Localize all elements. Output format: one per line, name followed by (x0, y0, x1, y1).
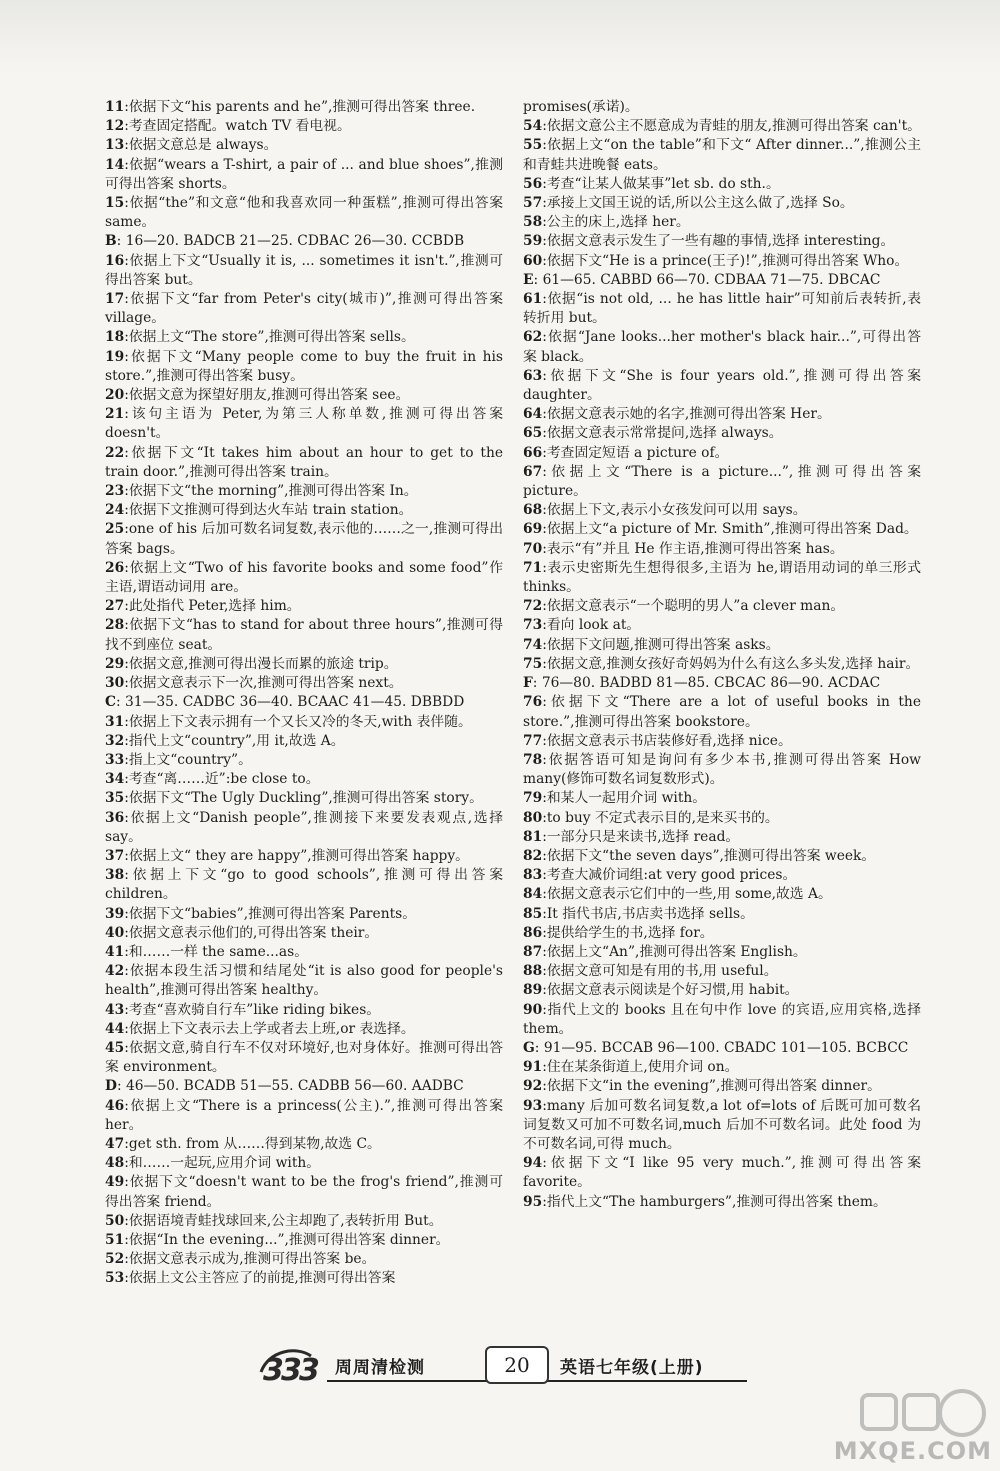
answer-entry (105, 482, 503, 501)
svg-text:3: 3 (281, 1353, 302, 1388)
entry-text: :此处指代 Peter,选择 him。 (124, 598, 301, 615)
answer-column-right (523, 98, 921, 1212)
entry-number: 53 (105, 1270, 125, 1287)
answer-entry (523, 213, 921, 232)
watermark-text: MXQE.COM (833, 1437, 992, 1465)
answer-entry (105, 348, 503, 386)
answer-entry (523, 693, 921, 731)
entry-number: 78 (523, 751, 543, 768)
answer-entry (523, 866, 921, 885)
answer-entry (105, 789, 503, 808)
entry-text: :依据上文“There is a picture...”,推测可得出答案 picture。 (523, 463, 921, 500)
answer-entry (523, 924, 921, 943)
entry-text: :依据文意表示“一个聪明的男人”a clever man。 (542, 598, 845, 615)
entry-number: 50 (105, 1212, 125, 1229)
entry-text: :看向 look at。 (542, 617, 641, 634)
entry-number: 77 (523, 732, 543, 749)
entry-number: 30 (105, 675, 125, 692)
entry-number: 64 (523, 406, 543, 423)
svg-text:3: 3 (299, 1353, 320, 1388)
answer-entry (105, 520, 503, 558)
entry-number: 27 (105, 598, 125, 615)
entry-text: :考查固定短语 a picture of。 (542, 444, 729, 461)
answer-entry (105, 1077, 503, 1096)
entry-text: :依据上文“The store”,推测可得出答案 sells。 (124, 329, 415, 346)
entry-text: :依据“In the evening...”,推测可得出答案 dinner。 (124, 1231, 450, 1248)
answer-entry (523, 501, 921, 520)
entry-text: :依据下文“his parents and he”,推测可得出答案 three. (124, 99, 476, 115)
answer-entry (523, 1039, 921, 1058)
answer-entry (105, 597, 503, 616)
entry-text: :依据上文“An”,推测可得出答案 English。 (542, 943, 807, 960)
answer-entry (105, 809, 503, 847)
answer-entry (523, 1154, 921, 1192)
answer-entry (523, 981, 921, 1000)
answer-entry (523, 1193, 921, 1212)
entry-text: :和……一起玩,应用介词 with。 (124, 1155, 321, 1172)
entry-text: :依据“wears a T-shirt, a pair of ... and blue shoes”,推测可得出答案 shorts。 (105, 156, 503, 192)
entry-number: 52 (105, 1251, 125, 1268)
entry-number: C (105, 694, 116, 711)
answer-entry (523, 463, 921, 501)
entry-text: :依据下文“There are a lot of useful books in the store.”,推测可得出答案 bookstore。 (523, 694, 921, 730)
entry-number: 92 (523, 1078, 543, 1095)
answer-entry (105, 136, 503, 155)
answer-entry (523, 1001, 921, 1039)
answer-entry (523, 789, 921, 808)
entry-text: :get sth. from 从……得到某物,故选 C。 (124, 1135, 381, 1152)
entry-text: :依据上文“There is a princess(公主).”,推测可得出答案 her。 (105, 1097, 503, 1133)
entry-number: 35 (105, 790, 125, 807)
entry-number: 74 (523, 636, 543, 653)
answer-entry (523, 809, 921, 828)
entry-number: 17 (105, 291, 125, 308)
entry-text: : 46—50. BCADB 51—55. CADBB 56—60. AADBC (116, 1078, 464, 1095)
entry-text: :依据文意,推测女孩好奇妈妈为什么有这么多头发,选择 hair。 (542, 655, 920, 672)
entry-text: :依据文意可知是有用的书,用 useful。 (542, 963, 778, 980)
answer-entry (523, 424, 921, 443)
entry-number: 44 (105, 1020, 125, 1037)
entry-text: : 16—20. BADCB 21—25. CDBAC 26—30. CCBDB (116, 233, 465, 250)
answer-entry (523, 328, 921, 366)
entry-text: :表示“有”并且 He 作主语,推测可得出答案 has。 (542, 540, 844, 557)
entry-text: :依据上下文“Usually it is, ... sometimes it isn't.”,推测可得出答案 but。 (105, 252, 503, 288)
entry-text: :依据文意表示她的名字,推测可得出答案 Her。 (542, 406, 831, 423)
entry-number: 71 (523, 559, 543, 576)
entry-number: 90 (523, 1001, 543, 1018)
entry-number: 94 (523, 1155, 543, 1172)
answer-entry (105, 751, 503, 770)
entry-number: 62 (523, 329, 543, 346)
entry-text: :表示史密斯先生想得很多,主语为 he,谓语用动词的单三形式 thinks。 (523, 559, 921, 596)
answer-entry (523, 847, 921, 866)
entry-text: :指上文“country”。 (124, 751, 252, 768)
entry-text: : 91—95. BCCAB 96—100. CBADC 101—105. BCBCC (534, 1039, 909, 1056)
entry-number: 65 (523, 425, 543, 442)
entry-text: :依据文意表示他们的,可得出答案 their。 (124, 924, 379, 941)
entry-text: :依据下文“He is a prince(王子)!”,推测可得出答案 Who。 (542, 252, 909, 269)
entry-text: : 76—80. BADBD 81—85. CBCAC 86—90. ACDAC (532, 675, 881, 692)
entry-number: 89 (523, 982, 543, 999)
entry-text: :依据上文“Two of his favorite books and some food”作主语,谓语动词用 are。 (105, 559, 503, 596)
answer-entry (523, 885, 921, 904)
answer-entry (105, 1097, 503, 1135)
entry-number: 42 (105, 963, 125, 980)
entry-text: :依据本段生活习惯和结尾处“it is also good for people's health”,推测可得出答案 healthy。 (105, 963, 503, 999)
answer-entry (523, 1077, 921, 1096)
entry-number: 32 (105, 732, 125, 749)
entry-number: 59 (523, 233, 543, 250)
entry-text: :依据上文公主答应了的前提,推测可得出答案 (124, 1270, 396, 1287)
entry-number: 91 (523, 1059, 543, 1076)
answer-entry (105, 232, 503, 251)
answer-entry (105, 1001, 503, 1020)
answer-entry (105, 117, 503, 136)
answer-entry (105, 328, 503, 347)
entry-text: :依据下文“in the evening”,推测可得出答案 dinner。 (542, 1078, 881, 1095)
answer-entry (523, 367, 921, 405)
entry-text: :依据文意表示阅读是个好习惯,用 habit。 (542, 982, 799, 999)
entry-text: :考查大减价词组:at very good prices。 (542, 867, 797, 884)
answer-entry (523, 674, 921, 693)
answer-entry (523, 559, 921, 597)
entry-text: :one of his 后加可数名词复数,表示他的……之一,推测可得出答案 bags。 (105, 521, 503, 557)
entry-text: :依据文意表示它们中的一些,用 some,故选 A。 (542, 886, 832, 903)
series-logo-icon (255, 1340, 327, 1390)
entry-text: :依据文意表示下一次,推测可得出答案 next。 (124, 675, 403, 692)
entry-text: :依据下文“has to stand for about three hours”,推测可得找不到座位 seat。 (105, 617, 503, 653)
series-title: 周周清检测 (335, 1358, 425, 1378)
answer-entry (105, 1039, 503, 1077)
entry-number: 61 (523, 291, 543, 308)
entry-number: 82 (523, 847, 543, 864)
entry-number: 95 (523, 1193, 543, 1210)
answer-entry (523, 117, 921, 136)
answer-entry (523, 175, 921, 194)
answer-column-left (105, 98, 503, 1289)
entry-text: :依据下文“It takes him about an hour to get to the train door.”,推测可得出答案 train。 (105, 444, 503, 480)
entry-text: :考查固定搭配。watch TV 看电视。 (124, 118, 351, 135)
entry-text: :依据下文“doesn't want to be the frog's friend”,推测可得出答案 friend。 (105, 1174, 503, 1210)
entry-number: 41 (105, 943, 125, 960)
answer-entry (105, 559, 503, 597)
watermark-logo-icon (792, 1385, 992, 1441)
entry-text: : 31—35. CADBC 36—40. BCAAC 41—45. DBBDD (115, 694, 465, 711)
entry-number: 33 (105, 751, 125, 768)
entry-number: 63 (523, 367, 543, 384)
answer-entry (523, 98, 921, 117)
entry-number: 83 (523, 867, 543, 884)
entry-number: 46 (105, 1097, 125, 1114)
answer-entry (105, 1269, 503, 1288)
answer-entry (105, 290, 503, 328)
answer-entry (523, 290, 921, 328)
entry-number: 81 (523, 828, 543, 845)
entry-number: 22 (105, 444, 125, 461)
answer-entry (105, 713, 503, 732)
answer-entry (523, 751, 921, 789)
answer-entry (105, 98, 503, 117)
answer-entry (105, 1212, 503, 1231)
entry-text: :依据上文“on the table”和下文“ After dinner...”,推测公主和青蛙共进晚餐 eats。 (523, 137, 921, 173)
entry-text: :该句主语为 Peter,为第三人称单数,推测可得出答案 doesn't。 (105, 406, 503, 442)
entry-text: :依据下文问题,推测可得出答案 asks。 (542, 636, 780, 653)
entry-number: F (523, 675, 533, 692)
answer-entry (105, 924, 503, 943)
entry-number: 13 (105, 137, 125, 154)
entry-text: promises(承诺)。 (523, 99, 639, 115)
entry-text: :依据“Jane looks...her mother's black hair...”,可得出答案 black。 (523, 329, 921, 365)
entry-text: :依据文意为探望好朋友,推测可得出答案 see。 (124, 387, 410, 404)
entry-number: 11 (105, 99, 125, 115)
entry-text: :依据文意表示成为,推测可得出答案 be。 (124, 1251, 376, 1268)
page-footer (255, 1340, 765, 1392)
answer-entry (523, 962, 921, 981)
entry-number: 73 (523, 617, 543, 634)
page-top-shadow (0, 0, 1000, 75)
answer-entry (105, 943, 503, 962)
answer-entry (523, 905, 921, 924)
entry-text: :指代上文“The hamburgers”,推测可得出答案 them。 (542, 1193, 887, 1210)
answer-entry (523, 271, 921, 290)
subject-title: 英语七年级(上册) (560, 1358, 704, 1378)
page-number: 20 (485, 1346, 549, 1384)
entry-number: 25 (105, 521, 125, 538)
entry-number: E (523, 271, 534, 288)
entry-number: 49 (105, 1174, 125, 1191)
entry-text: :承接上文国王说的话,所以公主这么做了,选择 So。 (542, 195, 854, 212)
entry-text: :依据文意表示常常提问,选择 always。 (542, 425, 783, 442)
answer-entry (523, 520, 921, 539)
entry-text: :依据下文“far from Peter's city(城市)”,推测可得出答案 village。 (105, 291, 503, 327)
entry-text: :依据上下文“go to good schools”,推测可得出答案 children。 (105, 867, 503, 903)
answer-entry (105, 905, 503, 924)
answer-entry (105, 1250, 503, 1269)
entry-text: :依据下文“the seven days”,推测可得出答案 week。 (542, 847, 876, 864)
entry-number: D (105, 1078, 117, 1095)
entry-number: 40 (105, 924, 125, 941)
entry-number: G (523, 1039, 535, 1056)
entry-text: :to buy 不定式表示目的,是来买书的。 (542, 809, 779, 826)
entry-number: 87 (523, 943, 543, 960)
entry-number: 34 (105, 771, 125, 788)
entry-text: :依据上文“ they are happy”,推测可得出答案 happy。 (124, 847, 469, 864)
entry-number: 60 (523, 252, 543, 269)
answer-entry (105, 866, 503, 904)
entry-number: 39 (105, 905, 125, 922)
entry-text: :依据下文“babies”,推测可得出答案 Parents。 (124, 905, 416, 922)
answer-entry (105, 732, 503, 751)
answer-entry (105, 252, 503, 290)
entry-number: 51 (105, 1231, 125, 1248)
entry-number: 66 (523, 444, 543, 461)
answer-entry (105, 405, 503, 443)
entry-number: 88 (523, 963, 543, 980)
svg-text:3: 3 (263, 1353, 284, 1388)
answer-entry (105, 194, 503, 232)
entry-text: :依据下文“the morning”,推测可得出答案 In。 (124, 483, 418, 500)
entry-number: 18 (105, 329, 125, 346)
entry-text: :依据上下文表示去上学或者去上班,or 表选择。 (124, 1020, 415, 1037)
entry-text: :一部分只是来读书,选择 read。 (542, 828, 740, 845)
entry-number: 93 (523, 1097, 543, 1114)
answer-entry (523, 252, 921, 271)
entry-number: 55 (523, 137, 543, 154)
answer-entry (105, 1154, 503, 1173)
answer-entry (523, 232, 921, 251)
answer-entry (105, 1020, 503, 1039)
entry-number: 14 (105, 156, 125, 173)
entry-text: :考查“离……近”:be close to。 (124, 771, 320, 788)
entry-number: 48 (105, 1155, 125, 1172)
entry-text: :依据下文“I like 95 very much.”,推测可得出答案 favorite。 (523, 1155, 921, 1191)
answer-entry (523, 655, 921, 674)
entry-number: 23 (105, 483, 125, 500)
answer-entry (523, 636, 921, 655)
entry-text: :依据文意总是 always。 (124, 137, 278, 154)
answer-entry (105, 1173, 503, 1211)
entry-number: 24 (105, 502, 125, 519)
entry-text: :依据上文“a picture of Mr. Smith”,推测可得出答案 Dad。 (542, 521, 918, 538)
entry-number: 43 (105, 1001, 125, 1018)
answer-entry (523, 943, 921, 962)
entry-number: 79 (523, 790, 543, 807)
answer-entry (105, 674, 503, 693)
entry-number: 16 (105, 252, 125, 269)
entry-number: 31 (105, 713, 125, 730)
answer-entry (523, 444, 921, 463)
answer-entry (105, 693, 503, 712)
entry-text: :指代上文的 books 且在句中作 love 的宾语,应用宾格,选择 them。 (523, 1001, 921, 1037)
entry-text: : 61—65. CABBD 66—70. CDBAA 71—75. DBCAC (533, 271, 881, 288)
entry-number: 37 (105, 847, 125, 864)
entry-number: 20 (105, 387, 125, 404)
entry-number: 56 (523, 175, 543, 192)
answer-entry (523, 597, 921, 616)
answer-entry (105, 501, 503, 520)
entry-text: :依据文意公主不愿意成为青蛙的朋友,推测可得出答案 can't。 (542, 118, 921, 135)
answer-entry (523, 540, 921, 559)
entry-text: :many 后加可数名词复数,a lot of=lots of 后既可加可数名词复数又可加不可数名词,much 后加不可数名词。此处 food 为不可数名词,可得 much。 (523, 1097, 921, 1152)
entry-number: 85 (523, 905, 543, 922)
answer-entry (105, 156, 503, 194)
entry-text: :依据下文“She is four years old.”,推测可得出答案 daughter。 (523, 367, 921, 404)
entry-number: 58 (523, 214, 543, 231)
entry-number: 36 (105, 809, 125, 826)
answer-entry (523, 194, 921, 213)
entry-number: 26 (105, 559, 125, 576)
answer-entry (523, 828, 921, 847)
entry-text: :依据“the”和文意“他和我喜欢同一种蛋糕”,推测可得出答案 same。 (105, 195, 503, 231)
entry-text: :提供给学生的书,选择 for。 (542, 924, 714, 941)
entry-number: 38 (105, 867, 125, 884)
entry-text: :依据下文“The Ugly Duckling”,推测可得出答案 story。 (124, 790, 483, 807)
entry-text: :依据答语可知是询问有多少本书,推测可得出答案 How many(修饰可数名词复数形式)。 (523, 751, 921, 788)
answer-entry (105, 847, 503, 866)
entry-number: 70 (523, 540, 543, 557)
entry-text: :住在某条街道上,使用介词 on。 (542, 1059, 739, 1076)
entry-text: :依据下文“Many people come to buy the fruit in his store.”,推测可得出答案 busy。 (105, 348, 503, 384)
answer-entry (105, 386, 503, 405)
answer-entry (523, 616, 921, 635)
entry-text: :依据文意表示发生了一些有趣的事情,选择 interesting。 (542, 233, 895, 250)
entry-number: 68 (523, 502, 543, 519)
entry-text: :和……一样 the same...as。 (124, 943, 309, 960)
entry-text: :指代上文“country”,用 it,故选 A。 (124, 732, 345, 749)
entry-number: 21 (105, 406, 125, 423)
entry-number: 47 (105, 1135, 125, 1152)
entry-number: 67 (523, 463, 543, 480)
entry-number: 75 (523, 655, 543, 672)
entry-number: 80 (523, 809, 543, 826)
entry-number: 54 (523, 118, 543, 135)
entry-number: 29 (105, 655, 125, 672)
answer-entry (523, 1058, 921, 1077)
answer-entry (105, 616, 503, 654)
answer-entry (105, 444, 503, 482)
answer-entry (105, 770, 503, 789)
entry-text: :考查“让某人做某事”let sb. do sth.。 (542, 175, 780, 192)
entry-number: 57 (523, 195, 543, 212)
entry-number: 12 (105, 118, 125, 135)
watermark (792, 1385, 992, 1465)
entry-text: :依据文意,推测可得出漫长而累的旅途 trip。 (124, 655, 398, 672)
entry-number: B (105, 233, 117, 250)
entry-text: :公主的床上,选择 her。 (542, 214, 690, 231)
entry-text: :依据文意表示书店装修好看,选择 nice。 (542, 732, 792, 749)
entry-text: :It 指代书店,书店卖书选择 sells。 (542, 905, 754, 922)
entry-number: 45 (105, 1039, 125, 1056)
entry-number: 86 (523, 924, 543, 941)
entry-text: :依据上下文表示拥有一个又长又冷的冬天,with 表伴随。 (124, 713, 472, 730)
entry-text: :依据语境青蛙找球回来,公主却跑了,表转折用 But。 (124, 1212, 443, 1229)
entry-number: 72 (523, 598, 543, 615)
entry-number: 69 (523, 521, 543, 538)
entry-text: :考查“喜欢骑自行车”like riding bikes。 (124, 1001, 381, 1018)
answer-entry (105, 655, 503, 674)
answer-entry (523, 732, 921, 751)
answer-entry (523, 405, 921, 424)
answer-entry (105, 962, 503, 1000)
entry-text: :依据下文推测可得到达火车站 train station。 (124, 502, 413, 519)
answer-entry (105, 1135, 503, 1154)
answer-entry (523, 1097, 921, 1155)
entry-number: 28 (105, 617, 125, 634)
entry-number: 76 (523, 694, 543, 711)
answer-entry (105, 1231, 503, 1250)
answer-entry (523, 136, 921, 174)
entry-text: :依据“is not old, ... he has little hair”可知前后表转折,表转折用 but。 (523, 291, 921, 327)
entry-text: :依据上文“Danish people”,推测接下来要发表观点,选择 say。 (105, 809, 503, 845)
entry-text: :和某人一起用介词 with。 (542, 790, 707, 807)
entry-number: 84 (523, 886, 543, 903)
entry-number: 19 (105, 348, 125, 365)
entry-text: :依据文意,骑自行车不仅对环境好,也对身体好。推测可得出答案 environment。 (105, 1039, 503, 1076)
entry-text: :依据上下文,表示小女孩发问可以用 says。 (542, 502, 807, 519)
entry-number: 15 (105, 195, 125, 212)
